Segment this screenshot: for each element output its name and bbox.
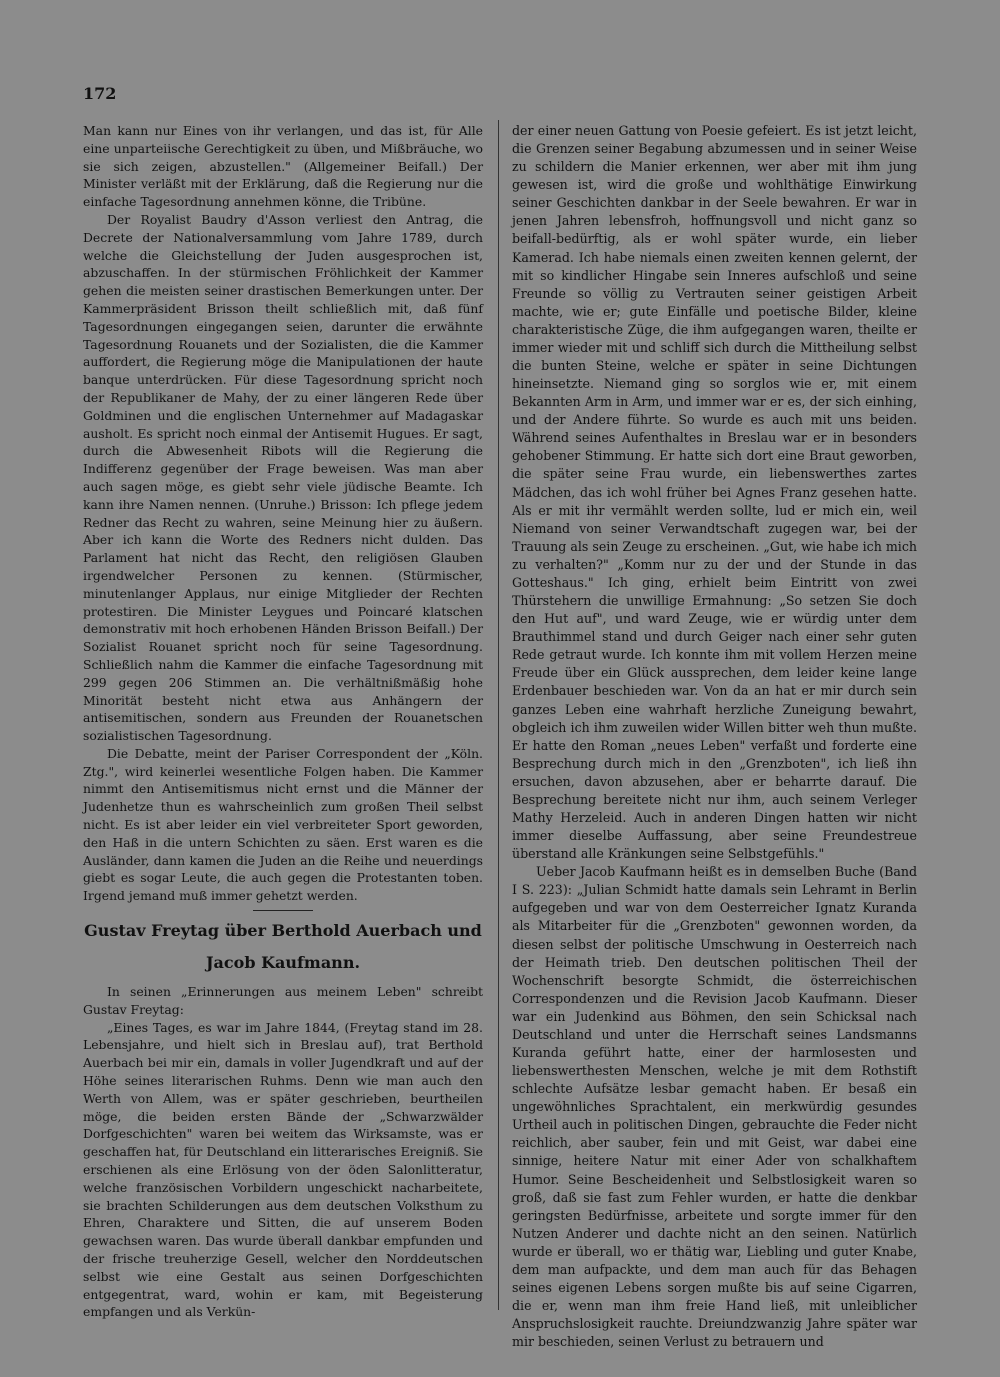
left-column — [83, 122, 483, 1321]
paragraph: Der Royalist Baudry d'Asson verliest den Antrag, die Decrete der Nationalversammlung vom Jahre 1789, durch welche die Gleichstellung der Juden ausgesprochen ist, abzuschaffen. In der stürmischen Fröhlichkeit der Kammer gehen die meisten seiner drastischen Bemerkungen unter. Der Kammerpräsident Brisson theilt schließlich mit, daß fünf Tagesordnungen eingegangen seien, darunter die erwähnte Tagesordnung Rouanets und der Sozialisten, die die Kammer auffordert, die Regierung möge die Manipulationen der haute banque unterdrücken. Für diese Tagesordnung spricht noch der Republikaner de Mahy, der zu einer längeren Rede über Goldminen und die englischen Unternehmer auf Madagaskar ausholt. Es spricht noch einmal der Antisemit Hugues. Er sagt, durch die Abwesenheit Ribots will die Regierung die Indifferenz gegenüber der Frage beweisen. Was man aber auch sagen möge, es giebt sehr viele jüdische Beamte. Ich kann ihre Namen nennen. (Unruhe.) Brisson: Ich pflege jedem Redner das Recht zu wahren, seine Meinung hier zu äußern. Aber ich kann die Worte des Redners nicht dulden. Das Parlament hat nicht das Recht, den religiösen Glauben irgendwelcher Personen zu kennen. (Stürmischer, minutenlanger Applaus, nur einige Mitglieder der Rechten protestiren. Die Minister Leygues und Poincaré klatschen demonstrativ mit hoch erhobenen Händen Brisson Beifall.) Der Sozialist Rouanet spricht noch für seine Tagesordnung. Schließlich nahm die Kammer die einfache Tagesordnung mit 299 gegen 206 Stimmen an. Die verhältnißmäßig hohe Minorität besteht nicht etwa aus Anhängern der antisemitischen, sondern aus Freunden der Rouanetschen sozialistischen Tagesordnung. — [83, 211, 483, 744]
section-divider — [253, 910, 313, 911]
paragraph: Man kann nur Eines von ihr verlangen, und das ist, für Alle eine unparteiische Gerechtigkeit zu üben, und Mißbräuche, wo sie sich zeigen, abzustellen." (Allgemeiner Beifall.) Der Minister verläßt mit der Erklärung, daß die Regierung nur die einfache Tagesordnung annehmen könne, die Tribüne. — [83, 123, 483, 210]
paragraph: der einer neuen Gattung von Poesie gefeiert. Es ist jetzt leicht, die Grenzen seiner Begabung abzumessen und in seiner Weise zu schildern die Manier erkennen, wer aber mit ihm jung gewesen ist, wird die große und wohlthätige Einwirkung seiner Geschichten dankbar in der Seele bewahren. Er war in jenen Jahren lebensfroh, hoffnungsvoll und nicht ganz so beifall-bedürftig, als er wohl später wurde, ein lieber Kamerad. Ich habe niemals einen zweiten kennen gelernt, der mit so kindlicher Hingabe sein Inneres aufschloß und seine Freunde so völlig zu Vertrauten seiner geistigen Arbeit machte, wie er; gute Einfälle und poetische Bilder, kleine charakteristische Züge, die ihm aufgegangen waren, theilte er immer wieder mit und schliff sich durch die Mittheilung selbst die bunten Steine, welche er später in seine Dichtungen hineinsetzte. Niemand ging so sorglos wie er, mit einem Bekannten Arm in Arm, und immer war er es, der sich einhing, und der Andere führte. So wurde es auch mit uns beiden. Während seines Aufenthaltes in Breslau war er in besonders gehobener Stimmung. Er hatte sich dort eine Braut geworben, die später seine Frau wurde, ein liebenswerthes zartes Mädchen, das ich wohl früher bei Agnes Franz gesehen hatte. Als er mit ihr vermählt werden sollte, lud er mich ein, weil Niemand von seiner Verwandtschaft zugegen war, bei der Trauung als sein Zeuge zu erscheinen. „Gut, wie habe ich mich zu verhalten?" „Komm nur zu der und der Stunde in das Gotteshaus." Ich ging, erhielt beim Eintritt von zwei Thürstehern die unwillige Ermahnung: „So setzen Sie doch den Hut auf", und ward Zeuge, wie er würdig unter dem Brauthimmel stand und durch Geiger nach einer sehr guten Rede getraut wurde. Ich konnte ihm mit vollem Herzen meine Freude über ein Glück aussprechen, dem leider keine lange Erdenbauer beschieden war. Von da an hat er mir durch sein ganzes Leben eine wahrhaft herzliche Zuneigung bewahrt, obgleich ich ihm zuweilen wider Willen bitter weh thun mußte. Er hatte den Roman „neues Leben" verfaßt und forderte eine Besprechung durch mich in den „Grenzboten", ich ließ ihn ersuchen, davon abzusehen, aber er beharrte darauf. Die Besprechung bereitete nicht nur ihm, auch seinem Verleger Mathy Herzeleid. Auch in anderen Dingen hatten wir nicht immer dieselbe Auffassung, aber seine Freundestreue überstand alle Kränkungen seine Selbstgefühls." — [512, 123, 917, 862]
paragraph: „Eines Tages, es war im Jahre 1844, (Freytag stand im 28. Lebensjahre, und hielt sich in Breslau auf), trat Berthold Auerbach bei mir ein, damals in voller Jugendkraft und auf der Höhe seines literarischen Ruhms. Denn wie man auch den Werth von Allem, was er später geschrieben, beurtheilen möge, die beiden ersten Bände der „Schwarzwälder Dorfgeschichten" waren bei weitem das Wirksamste, was er geschaffen hat, für Deutschland ein litterarisches Ereigniß. Sie erschienen als eine Erlösung von der öden Salonlitteratur, welche französischen Vorbildern ungeschickt nacharbeitete, sie brachten Schilderungen aus dem deutschen Volksthum zu Ehren, Charaktere und Sitten, die auf unserem Boden gewachsen waren. Das wurde überall dankbar empfunden und der frische treuherzige Gesell, welcher den Norddeutschen selbst wie eine Gestalt aus seinen Dorfgeschichten entgegentrat, ward, wohin er kam, mit Begeisterung empfangen und als Verkün- — [83, 1019, 483, 1320]
heading-line: Jacob Kaufmann. — [205, 953, 361, 973]
article-heading — [83, 915, 483, 979]
page-number: 172 — [83, 84, 117, 103]
paragraph: In seinen „Erinnerungen aus meinem Leben" schreibt Gustav Freytag: — [83, 984, 483, 1017]
column-rule — [498, 120, 499, 1310]
paragraph: Ueber Jacob Kaufmann heißt es in demselben Buche (Band I S. 223): „Julian Schmidt hatte damals sein Lehramt in Berlin aufgegeben und war von dem Oesterreicher Ignatz Kuranda als Mitarbeiter für die „Grenzboten" gewonnen worden, da diesen selbst der politische Umschwung in Oesterreich nach der Heimath trieb. Den deutschen politischen Theil der Wochenschrift besorgte Schmidt, die österreichischen Correspondenzen und die Revision Jacob Kaufmann. Dieser war ein Judenkind aus Böhmen, den sein Schicksal nach Deutschland und unter die Herrschaft seines Landsmanns Kuranda geführt hatte, einer der harmlosesten und liebenswerthesten Menschen, welche je mit dem Rothstift schlechte Aufsätze lesbar gemacht haben. Er besaß ein ungewöhnliches Sprachtalent, ein merkwürdig gesundes Urtheil auch in politischen Dingen, gebrauchte die Feder nicht reichlich, aber sauber, fein und mit Geist, war dabei eine sinnige, heitere Natur mit einer Ader von schalkhaftem Humor. Seine Bescheidenheit und Selbstlosigkeit waren so groß, daß sie fast zum Fehler wurden, er hatte die denkbar geringsten Bedürfnisse, arbeitete und sorgte immer für den Nutzen Anderer und dachte nicht an den seinen. Natürlich wurde er überall, wo er thätig war, Liebling und guter Knabe, dem man aufpackte, und dem man auch für das Behagen seines eigenen Lebens sorgen mußte bis auf seine Cigarren, die er, wenn man ihm freie Hand ließ, mit unleiblicher Anspruchslosigkeit rauchte. Dreiundzwanzig Jahre später war mir beschieden, seinen Verlust zu betrauern und — [512, 864, 917, 1350]
right-column — [512, 122, 917, 1351]
heading-line: Gustav Freytag über Berthold Auerbach und — [84, 921, 482, 941]
paragraph: Die Debatte, meint der Pariser Correspondent der „Köln. Ztg.", wird keinerlei wesentliche Folgen haben. Die Kammer nimmt den Antisemitismus nicht ernst und die Männer der Judenhetze thun es wahrscheinlich zum großen Theil selbst nicht. Es ist aber leider ein viel verbreiteter Sport geworden, den Haß in die untern Schichten zu säen. Erst waren es die Ausländer, dann kamen die Juden an die Reihe und neuerdings giebt es sogar Leute, die auch gegen die Protestanten toben. Irgend jemand muß immer gehetzt werden. — [83, 745, 483, 904]
